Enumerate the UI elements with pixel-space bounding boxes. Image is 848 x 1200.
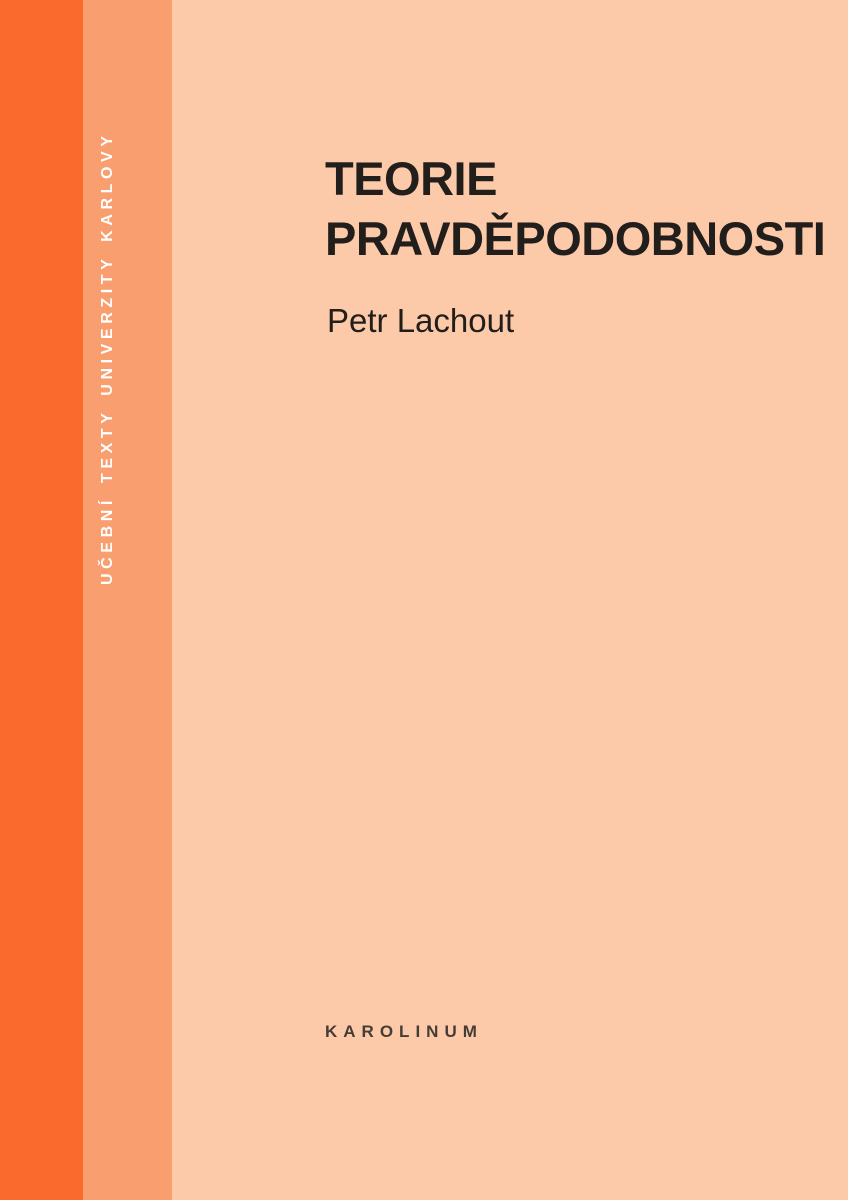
spine-stripe-primary bbox=[0, 0, 83, 1200]
book-title-line2: PRAVDĚPODOBNOSTI bbox=[325, 212, 826, 265]
title-block bbox=[325, 149, 825, 269]
author-name: Petr Lachout bbox=[327, 302, 515, 339]
series-spine-text: UČEBNÍ TEXTY UNIVERZITY KARLOVY bbox=[99, 131, 116, 585]
publisher-name: KAROLINUM bbox=[325, 1022, 483, 1041]
book-title-line1: TEORIE bbox=[325, 152, 497, 205]
